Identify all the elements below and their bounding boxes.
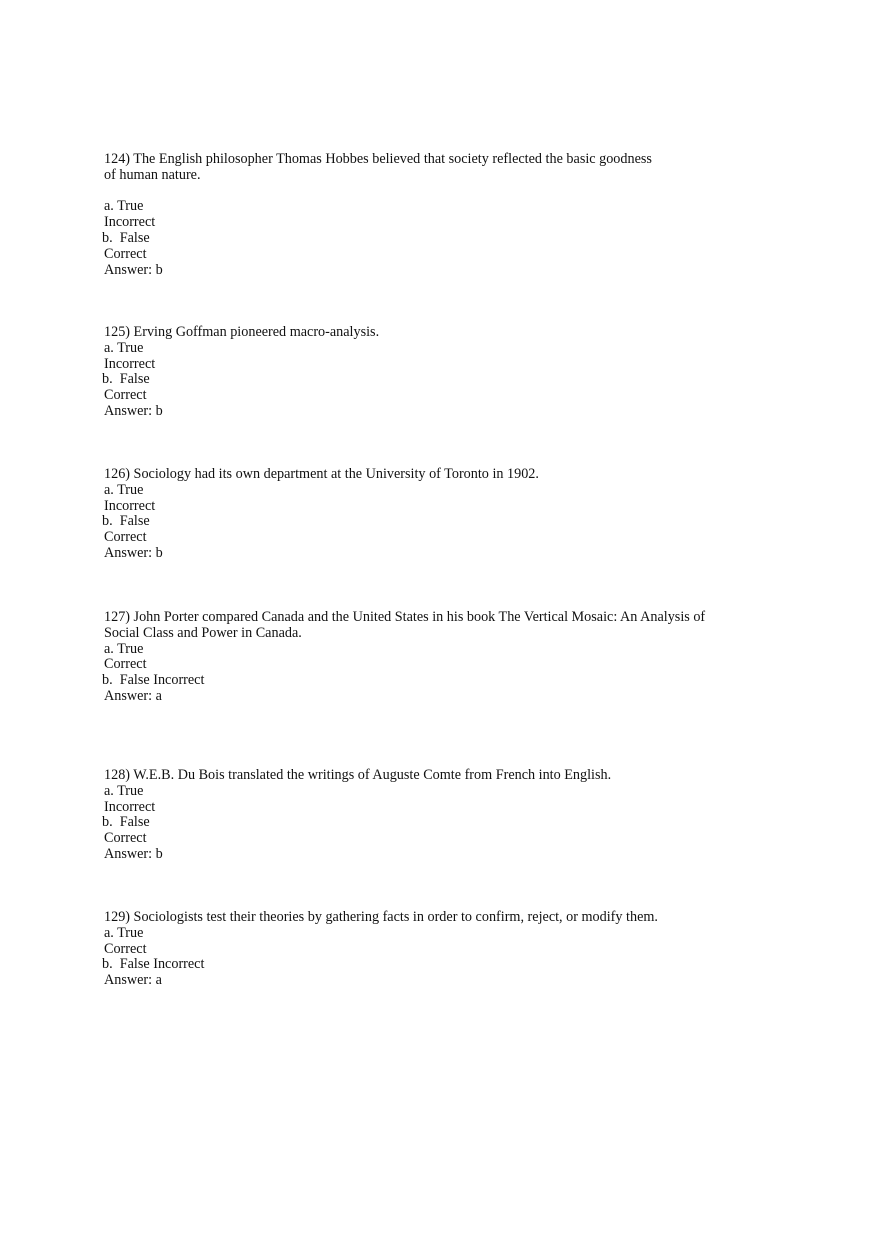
option-a-feedback: Incorrect bbox=[104, 798, 156, 815]
option-a-feedback: Correct bbox=[104, 656, 147, 673]
question-stem-line: 129) Sociologists test their theories by gathering facts in order to confirm, reject, or modify them. bbox=[104, 909, 658, 925]
option-b-feedback: Correct bbox=[104, 529, 147, 546]
option-b: b. False bbox=[102, 229, 150, 246]
question-stem-line: 124) The English philosopher Thomas Hobbes believed that society reflected the basic goodness bbox=[104, 151, 652, 167]
option-a-feedback: Incorrect bbox=[104, 355, 156, 372]
question-129 bbox=[104, 910, 744, 989]
question-127 bbox=[104, 610, 744, 705]
option-b: b. False Incorrect bbox=[102, 672, 205, 689]
option-b: b. False bbox=[102, 371, 150, 388]
answer-key: Answer: a bbox=[104, 687, 162, 704]
option-a: a. True bbox=[104, 198, 144, 215]
option-a-feedback: Incorrect bbox=[104, 214, 156, 231]
option-b-feedback: Correct bbox=[104, 387, 147, 404]
option-b: b. False bbox=[102, 814, 150, 831]
option-a: a. True bbox=[104, 924, 144, 941]
question-stem-line: Social Class and Power in Canada. bbox=[104, 624, 302, 641]
spacer bbox=[104, 184, 744, 200]
option-a: a. True bbox=[104, 339, 144, 356]
answer-key: Answer: b bbox=[104, 544, 163, 561]
question-126 bbox=[104, 467, 744, 562]
option-b: b. False bbox=[102, 513, 150, 530]
answer-key: Answer: b bbox=[104, 402, 163, 419]
question-stem-line: 127) John Porter compared Canada and the United States in his book The Vertical Mosaic: An Analysis of bbox=[104, 609, 706, 625]
option-a: a. True bbox=[104, 640, 144, 657]
answer-key: Answer: b bbox=[104, 845, 163, 862]
option-a: a. True bbox=[104, 782, 144, 799]
option-b-feedback: Correct bbox=[104, 830, 147, 847]
option-a-feedback: Incorrect bbox=[104, 497, 156, 514]
question-stem-line: of human nature. bbox=[104, 166, 201, 183]
option-b: b. False Incorrect bbox=[102, 956, 205, 973]
question-stem-line: 125) Erving Goffman pioneered macro-analysis. bbox=[104, 324, 380, 340]
question-124 bbox=[104, 152, 744, 278]
option-a-feedback: Correct bbox=[104, 940, 147, 957]
question-125 bbox=[104, 325, 744, 420]
option-a: a. True bbox=[104, 481, 144, 498]
question-128 bbox=[104, 768, 744, 863]
answer-key: Answer: b bbox=[104, 261, 163, 278]
question-stem-line: 126) Sociology had its own department at the University of Toronto in 1902. bbox=[104, 466, 539, 482]
option-b-feedback: Correct bbox=[104, 245, 147, 262]
answer-key: Answer: a bbox=[104, 972, 162, 989]
question-stem-line: 128) W.E.B. Du Bois translated the writings of Auguste Comte from French into English. bbox=[104, 767, 612, 783]
